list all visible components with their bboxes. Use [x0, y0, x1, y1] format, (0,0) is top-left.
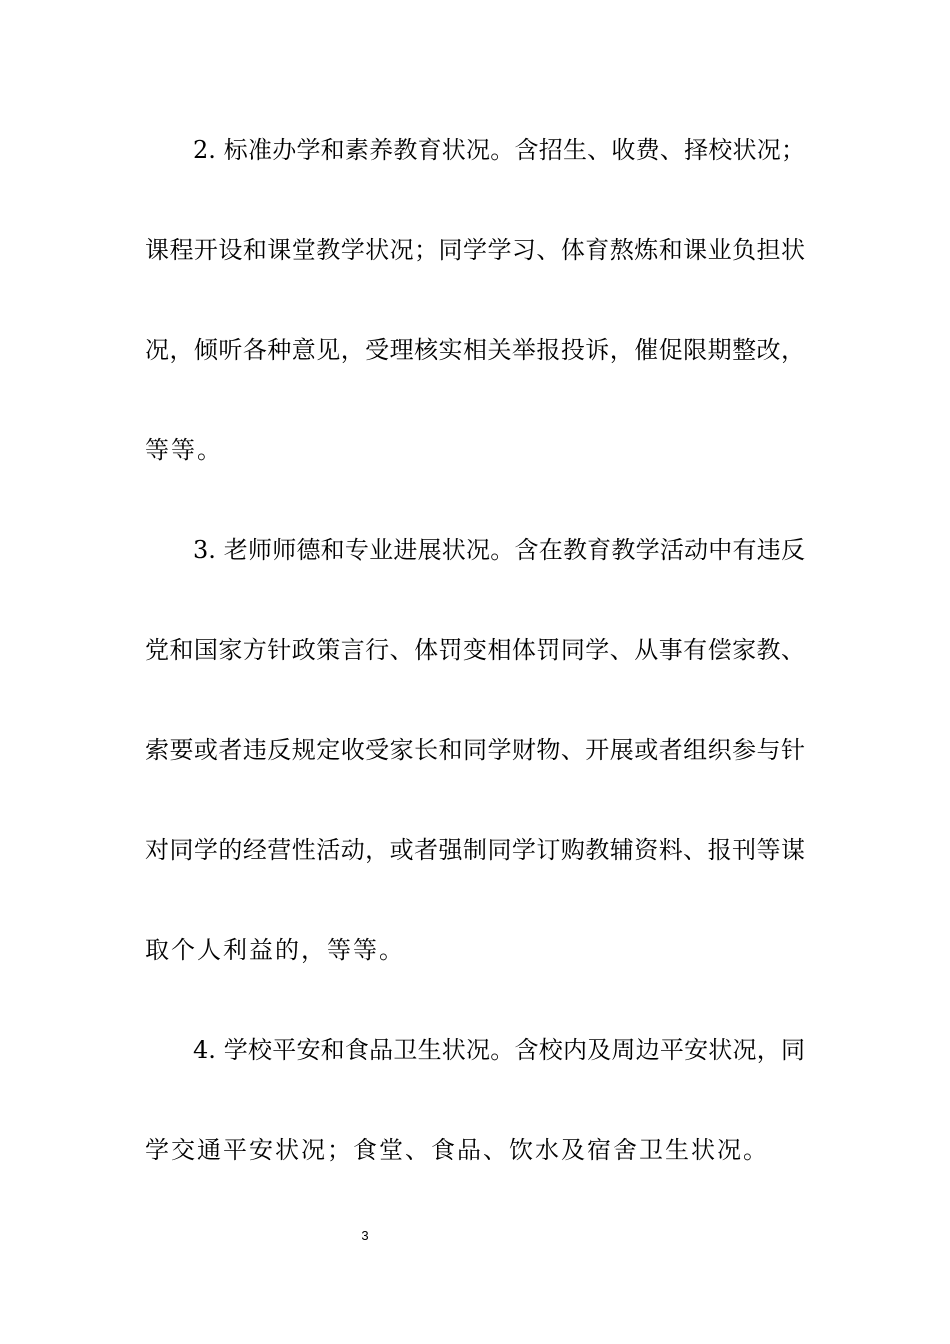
- paragraph-3-line-2: 党和国家方针政策言行、体罚变相体罚同学、从事有偿家教、: [145, 636, 805, 664]
- paragraph-3-line-4: 对同学的经营性活动，或者强制同学订购教辅资料、报刊等谋: [145, 836, 805, 864]
- paragraph-2-line-4: 等等。: [145, 436, 223, 464]
- paragraph-2-line-2: 课程开设和课堂教学状况；同学学习、体育熬炼和课业负担状: [145, 236, 805, 264]
- paragraph-3-line-5: 取个人利益的，等等。: [145, 936, 405, 964]
- paragraph-4-line-2: 学交通平安状况；食堂、食品、饮水及宿舍卫生状况。: [145, 1136, 769, 1164]
- paragraph-2-line-3: 况，倾听各种意见，受理核实相关举报投诉，催促限期整改，: [145, 336, 805, 364]
- paragraph-4-line-1: 4. 学校平安和食品卫生状况。含校内及周边平安状况，同: [193, 1036, 805, 1064]
- paragraph-3-line-1: 3. 老师师德和专业进展状况。含在教育教学活动中有违反: [193, 536, 805, 564]
- paragraph-3-line-3: 索要或者违反规定收受家长和同学财物、开展或者组织参与针: [145, 736, 805, 764]
- paragraph-2-line-1: 2. 标准办学和素养教育状况。含招生、收费、择校状况；: [193, 136, 805, 164]
- page-number: 3: [361, 1228, 369, 1243]
